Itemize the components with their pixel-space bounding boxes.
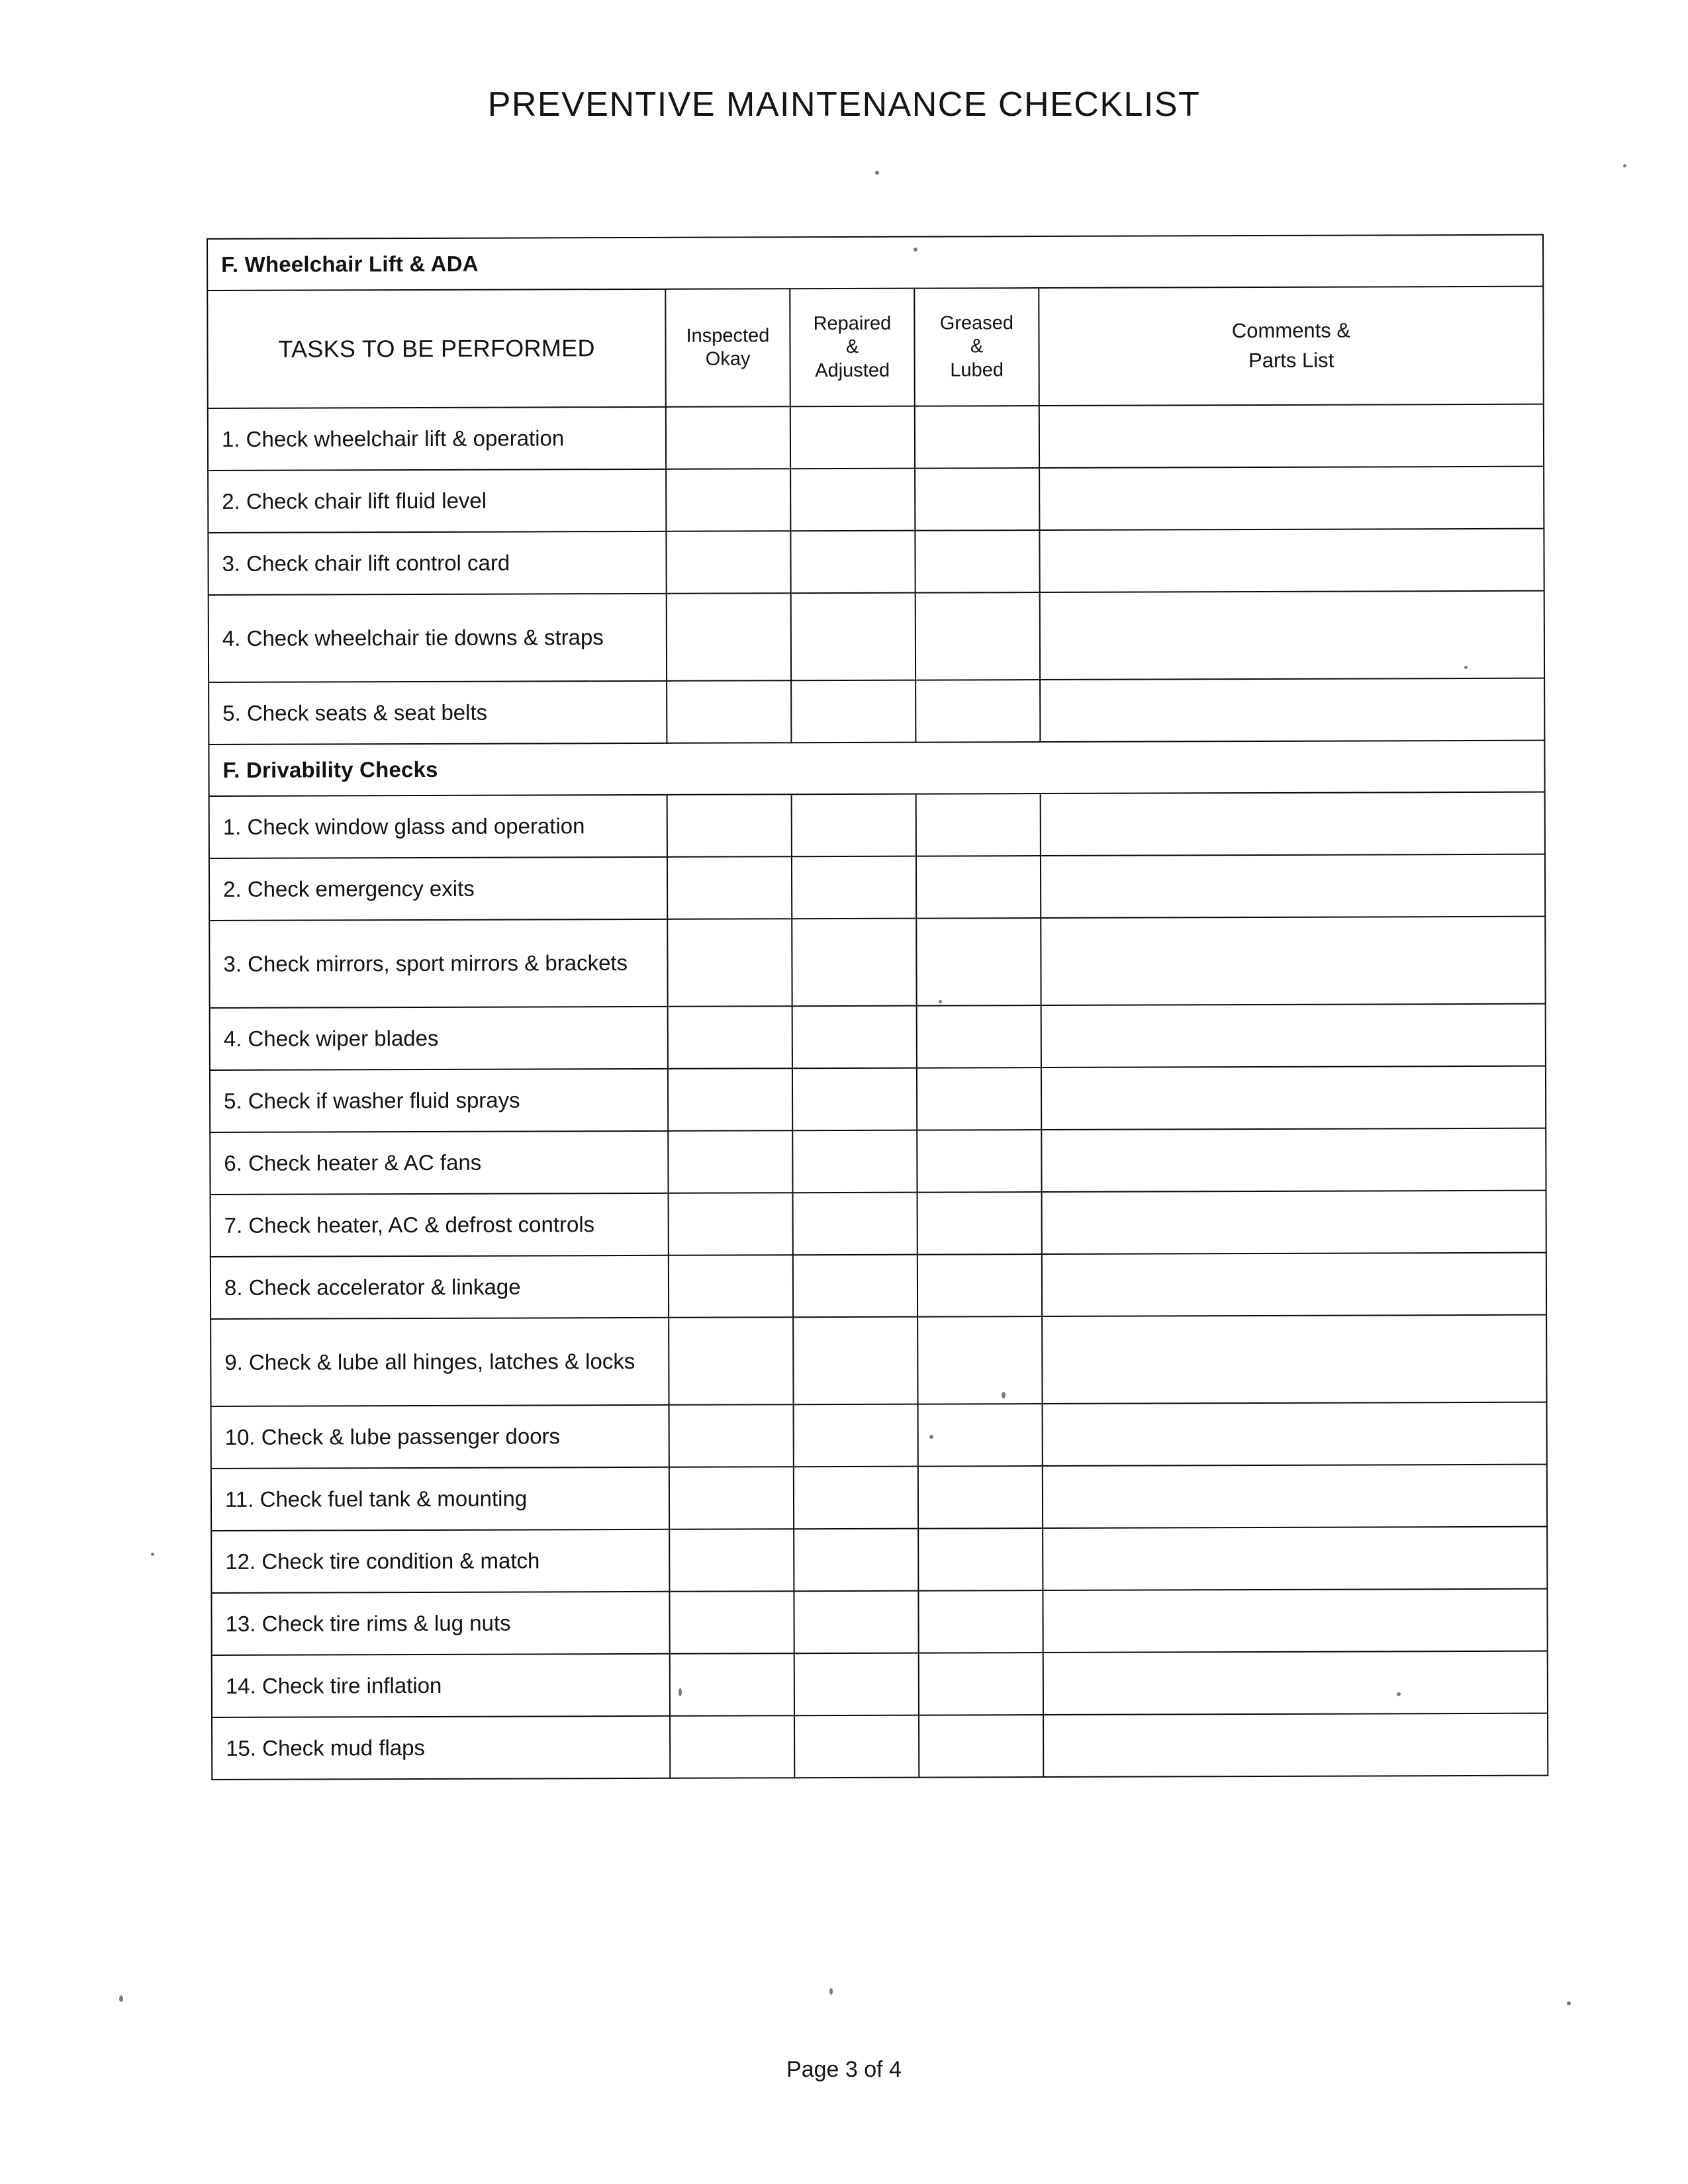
task-repaired-adjusted-cell[interactable] bbox=[790, 531, 915, 594]
task-inspected-okay-cell[interactable] bbox=[668, 1068, 792, 1131]
task-label: 3. Check chair lift control card bbox=[208, 531, 666, 595]
task-label: 6. Check heater & AC fans bbox=[210, 1131, 668, 1195]
repaired-line-1: Repaired bbox=[813, 312, 892, 335]
scan-artifact bbox=[151, 1553, 154, 1556]
task-label: 7. Check heater, AC & defrost controls bbox=[211, 1193, 669, 1257]
task-repaired-adjusted-cell[interactable] bbox=[794, 1715, 919, 1778]
task-label: 2. Check emergency exits bbox=[209, 857, 667, 921]
task-label: 2. Check chair lift fluid level bbox=[208, 469, 666, 533]
task-comments-parts-list-cell[interactable] bbox=[1039, 404, 1544, 468]
scan-artifact bbox=[119, 1995, 123, 2002]
task-repaired-adjusted-cell[interactable] bbox=[793, 1255, 917, 1318]
scan-artifact bbox=[939, 1000, 942, 1003]
task-comments-parts-list-cell[interactable] bbox=[1040, 591, 1544, 680]
scan-artifact bbox=[914, 248, 917, 251]
task-comments-parts-list-cell[interactable] bbox=[1041, 1004, 1546, 1068]
task-repaired-adjusted-cell[interactable] bbox=[792, 1068, 917, 1131]
task-label: 3. Check mirrors, sport mirrors & brackets bbox=[209, 919, 667, 1008]
task-inspected-okay-cell[interactable] bbox=[667, 856, 792, 919]
repaired-line-3: Adjusted bbox=[815, 359, 890, 381]
task-repaired-adjusted-cell[interactable] bbox=[794, 1529, 918, 1592]
task-label: 1. Check window glass and operation bbox=[209, 795, 667, 858]
task-repaired-adjusted-cell[interactable] bbox=[791, 593, 915, 681]
task-comments-parts-list-cell[interactable] bbox=[1041, 854, 1545, 918]
task-inspected-okay-cell[interactable] bbox=[669, 1467, 794, 1529]
task-label: 12. Check tire condition & match bbox=[211, 1529, 669, 1593]
task-label: 8. Check accelerator & linkage bbox=[211, 1255, 669, 1319]
task-comments-parts-list-cell[interactable] bbox=[1043, 1465, 1547, 1528]
task-repaired-adjusted-cell[interactable] bbox=[794, 1591, 918, 1654]
task-comments-parts-list-cell[interactable] bbox=[1042, 1191, 1546, 1254]
task-repaired-adjusted-cell[interactable] bbox=[792, 1130, 917, 1193]
scan-artifact bbox=[1623, 164, 1626, 167]
page-title: PREVENTIVE MAINTENANCE CHECKLIST bbox=[487, 85, 1201, 124]
task-repaired-adjusted-cell[interactable] bbox=[792, 856, 916, 919]
task-repaired-adjusted-cell[interactable] bbox=[793, 1317, 917, 1405]
task-inspected-okay-cell[interactable] bbox=[669, 1591, 794, 1654]
task-row bbox=[209, 792, 1545, 858]
inspected-line-1: Inspected bbox=[686, 324, 770, 347]
task-repaired-adjusted-cell[interactable] bbox=[792, 919, 916, 1007]
task-label: 4. Check wiper blades bbox=[210, 1007, 668, 1070]
preventive-maintenance-table bbox=[207, 234, 1548, 1780]
task-comments-parts-list-cell[interactable] bbox=[1039, 529, 1544, 592]
task-row bbox=[211, 1465, 1547, 1531]
task-inspected-okay-cell[interactable] bbox=[670, 1715, 794, 1778]
task-row bbox=[209, 591, 1544, 682]
scan-artifact bbox=[875, 171, 879, 175]
task-greased-lubed-cell[interactable] bbox=[915, 406, 1039, 469]
task-row bbox=[208, 467, 1544, 533]
task-comments-parts-list-cell[interactable] bbox=[1043, 1589, 1547, 1653]
task-label: 10. Check & lube passenger doors bbox=[211, 1405, 669, 1469]
scan-artifact bbox=[829, 1988, 833, 1995]
task-inspected-okay-cell[interactable] bbox=[667, 680, 791, 743]
column-header-greased-lubed bbox=[914, 288, 1039, 406]
task-inspected-okay-cell[interactable] bbox=[669, 1317, 793, 1405]
task-comments-parts-list-cell[interactable] bbox=[1043, 1713, 1548, 1777]
task-greased-lubed-cell[interactable] bbox=[919, 1653, 1043, 1715]
task-row bbox=[210, 1066, 1546, 1132]
task-comments-parts-list-cell[interactable] bbox=[1041, 792, 1545, 856]
task-row bbox=[211, 1527, 1547, 1593]
task-row bbox=[211, 1315, 1546, 1406]
task-repaired-adjusted-cell[interactable] bbox=[794, 1467, 918, 1529]
task-greased-lubed-cell[interactable] bbox=[917, 1068, 1041, 1130]
scan-artifact bbox=[1464, 666, 1468, 669]
task-row bbox=[209, 854, 1545, 921]
task-label: 1. Check wheelchair lift & operation bbox=[208, 407, 666, 471]
task-inspected-okay-cell[interactable] bbox=[670, 1653, 794, 1716]
inspected-line-2: Okay bbox=[705, 348, 751, 370]
task-greased-lubed-cell[interactable] bbox=[917, 1005, 1041, 1068]
task-inspected-okay-cell[interactable] bbox=[666, 531, 790, 594]
column-header-row bbox=[207, 287, 1544, 408]
greased-line-1: Greased bbox=[939, 312, 1014, 334]
task-inspected-okay-cell[interactable] bbox=[667, 593, 791, 681]
task-row bbox=[208, 529, 1544, 595]
scan-artifact bbox=[1002, 1392, 1006, 1398]
task-label: 11. Check fuel tank & mounting bbox=[211, 1467, 669, 1531]
task-inspected-okay-cell[interactable] bbox=[669, 1255, 793, 1318]
scan-artifact bbox=[1397, 1692, 1401, 1696]
task-inspected-okay-cell[interactable] bbox=[666, 469, 790, 531]
section-heading-row bbox=[209, 741, 1544, 796]
task-label: 13. Check tire rims & lug nuts bbox=[211, 1592, 669, 1655]
task-label: 5. Check if washer fluid sprays bbox=[210, 1069, 668, 1132]
section-heading-row bbox=[207, 235, 1543, 291]
scan-artifact bbox=[679, 1688, 682, 1696]
greased-line-3: Lubed bbox=[950, 359, 1004, 381]
task-greased-lubed-cell[interactable] bbox=[917, 1130, 1041, 1193]
task-comments-parts-list-cell[interactable] bbox=[1041, 1128, 1546, 1192]
section-heading: F. Wheelchair Lift & ADA bbox=[207, 235, 1543, 291]
task-repaired-adjusted-cell[interactable] bbox=[790, 469, 915, 531]
task-comments-parts-list-cell[interactable] bbox=[1043, 1651, 1548, 1715]
task-greased-lubed-cell[interactable] bbox=[915, 468, 1039, 531]
task-greased-lubed-cell[interactable] bbox=[916, 794, 1041, 856]
task-row bbox=[210, 1004, 1546, 1070]
task-row bbox=[211, 1589, 1547, 1655]
task-greased-lubed-cell[interactable] bbox=[918, 1528, 1043, 1591]
task-row bbox=[210, 1128, 1546, 1195]
column-header-tasks: TASKS TO BE PERFORMED bbox=[207, 289, 666, 408]
task-inspected-okay-cell[interactable] bbox=[667, 919, 792, 1007]
section-heading: F. Drivability Checks bbox=[209, 741, 1544, 796]
task-repaired-adjusted-cell[interactable] bbox=[792, 1006, 917, 1069]
task-greased-lubed-cell[interactable] bbox=[917, 1254, 1042, 1317]
task-comments-parts-list-cell[interactable] bbox=[1043, 1402, 1547, 1466]
task-label: 4. Check wheelchair tie downs & straps bbox=[209, 594, 667, 682]
comments-line-2: Parts List bbox=[1248, 348, 1335, 373]
column-header-repaired-adjusted bbox=[790, 289, 915, 407]
greased-line-2: & bbox=[970, 336, 984, 357]
column-header-inspected-okay bbox=[665, 289, 790, 407]
task-repaired-adjusted-cell[interactable] bbox=[792, 794, 916, 857]
task-comments-parts-list-cell[interactable] bbox=[1043, 1527, 1547, 1590]
task-greased-lubed-cell[interactable] bbox=[918, 1404, 1043, 1467]
task-inspected-okay-cell[interactable] bbox=[669, 1404, 794, 1467]
task-greased-lubed-cell[interactable] bbox=[915, 530, 1039, 593]
task-comments-parts-list-cell[interactable] bbox=[1042, 1253, 1546, 1316]
task-comments-parts-list-cell[interactable] bbox=[1039, 467, 1544, 530]
task-label: 15. Check mud flaps bbox=[212, 1716, 670, 1780]
scan-artifact bbox=[1567, 2001, 1571, 2005]
task-repaired-adjusted-cell[interactable] bbox=[793, 1193, 917, 1255]
task-comments-parts-list-cell[interactable] bbox=[1041, 1066, 1546, 1130]
column-header-comments-parts-list bbox=[1039, 287, 1544, 406]
task-comments-parts-list-cell[interactable] bbox=[1040, 678, 1544, 742]
task-row bbox=[211, 1402, 1547, 1469]
task-label: 5. Check seats & seat belts bbox=[209, 681, 667, 745]
task-greased-lubed-cell[interactable] bbox=[916, 856, 1041, 919]
task-row bbox=[209, 917, 1545, 1008]
task-inspected-okay-cell[interactable] bbox=[668, 1006, 792, 1069]
task-row bbox=[208, 404, 1544, 471]
task-inspected-okay-cell[interactable] bbox=[669, 1193, 793, 1255]
task-greased-lubed-cell[interactable] bbox=[917, 1192, 1042, 1255]
task-inspected-okay-cell[interactable] bbox=[666, 406, 790, 469]
task-repaired-adjusted-cell[interactable] bbox=[794, 1404, 918, 1467]
comments-line-1: Comments & bbox=[1231, 318, 1351, 343]
task-repaired-adjusted-cell[interactable] bbox=[790, 406, 915, 469]
task-row bbox=[212, 1713, 1548, 1780]
task-label: 14. Check tire inflation bbox=[212, 1654, 670, 1717]
task-greased-lubed-cell[interactable] bbox=[915, 592, 1040, 680]
task-repaired-adjusted-cell[interactable] bbox=[791, 680, 915, 743]
task-comments-parts-list-cell[interactable] bbox=[1042, 1315, 1546, 1404]
task-inspected-okay-cell[interactable] bbox=[668, 1130, 792, 1193]
task-row bbox=[211, 1191, 1546, 1257]
task-inspected-okay-cell[interactable] bbox=[667, 794, 792, 857]
task-greased-lubed-cell[interactable] bbox=[919, 1715, 1043, 1778]
task-inspected-okay-cell[interactable] bbox=[669, 1529, 794, 1592]
task-row bbox=[209, 678, 1544, 745]
task-row bbox=[211, 1253, 1546, 1319]
task-repaired-adjusted-cell[interactable] bbox=[794, 1653, 919, 1716]
repaired-line-2: & bbox=[845, 336, 859, 358]
task-greased-lubed-cell[interactable] bbox=[916, 918, 1041, 1006]
task-greased-lubed-cell[interactable] bbox=[918, 1466, 1043, 1529]
scan-artifact bbox=[929, 1435, 933, 1439]
page-footer: Page 3 of 4 bbox=[786, 2057, 902, 2082]
task-comments-parts-list-cell[interactable] bbox=[1041, 917, 1545, 1005]
task-row bbox=[212, 1651, 1548, 1717]
task-label: 9. Check & lube all hinges, latches & locks bbox=[211, 1318, 669, 1406]
task-greased-lubed-cell[interactable] bbox=[915, 680, 1040, 743]
task-greased-lubed-cell[interactable] bbox=[918, 1590, 1043, 1653]
task-greased-lubed-cell[interactable] bbox=[917, 1316, 1042, 1404]
